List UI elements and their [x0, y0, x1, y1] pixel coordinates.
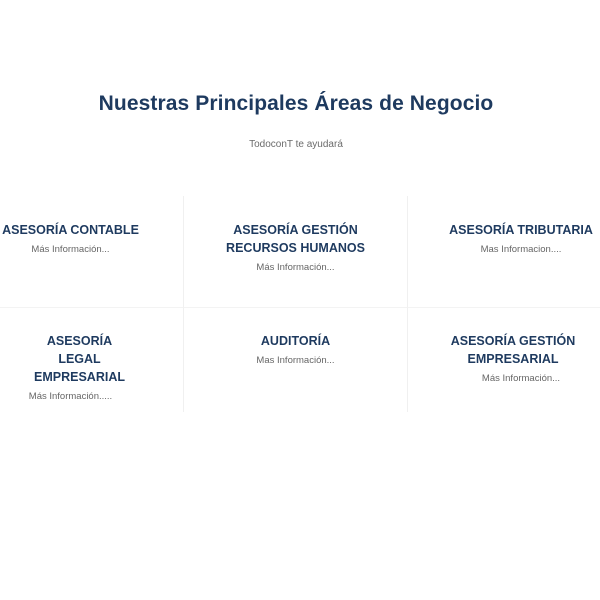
area-card-asesoria-rrhh	[183, 196, 408, 308]
area-title: AUDITORÍA	[260, 334, 331, 348]
more-info-link[interactable]: Mas Información...	[256, 355, 335, 366]
more-info-link[interactable]: Mas Informacion....	[480, 244, 562, 255]
area-title: ASESORÍA LEGAL EMPRESARIAL	[34, 334, 125, 384]
business-areas-grid	[0, 196, 600, 412]
area-title: ASESORÍA TRIBUTARIA	[449, 223, 593, 237]
more-info-link[interactable]: Más Información.....	[28, 391, 113, 402]
area-card-asesoria-gestion-empresarial	[408, 308, 600, 412]
area-card-asesoria-contable	[0, 196, 183, 308]
more-info-link[interactable]: Más Información...	[481, 373, 561, 384]
area-title: ASESORÍA GESTIÓN EMPRESARIAL	[450, 334, 576, 366]
area-title: ASESORÍA GESTIÓN RECURSOS HUMANOS	[226, 223, 365, 255]
section-subtitle: TodoconT te ayudará	[249, 139, 343, 150]
more-info-link[interactable]: Más Información...	[31, 244, 110, 255]
area-title: ASESORÍA CONTABLE	[2, 223, 139, 237]
more-info-link[interactable]: Más Información...	[256, 262, 335, 273]
area-card-asesoria-tributaria	[408, 196, 600, 308]
area-card-asesoria-legal	[0, 308, 183, 412]
area-card-auditoria	[183, 308, 408, 412]
section-title: Nuestras Principales Áreas de Negocio	[98, 92, 494, 115]
